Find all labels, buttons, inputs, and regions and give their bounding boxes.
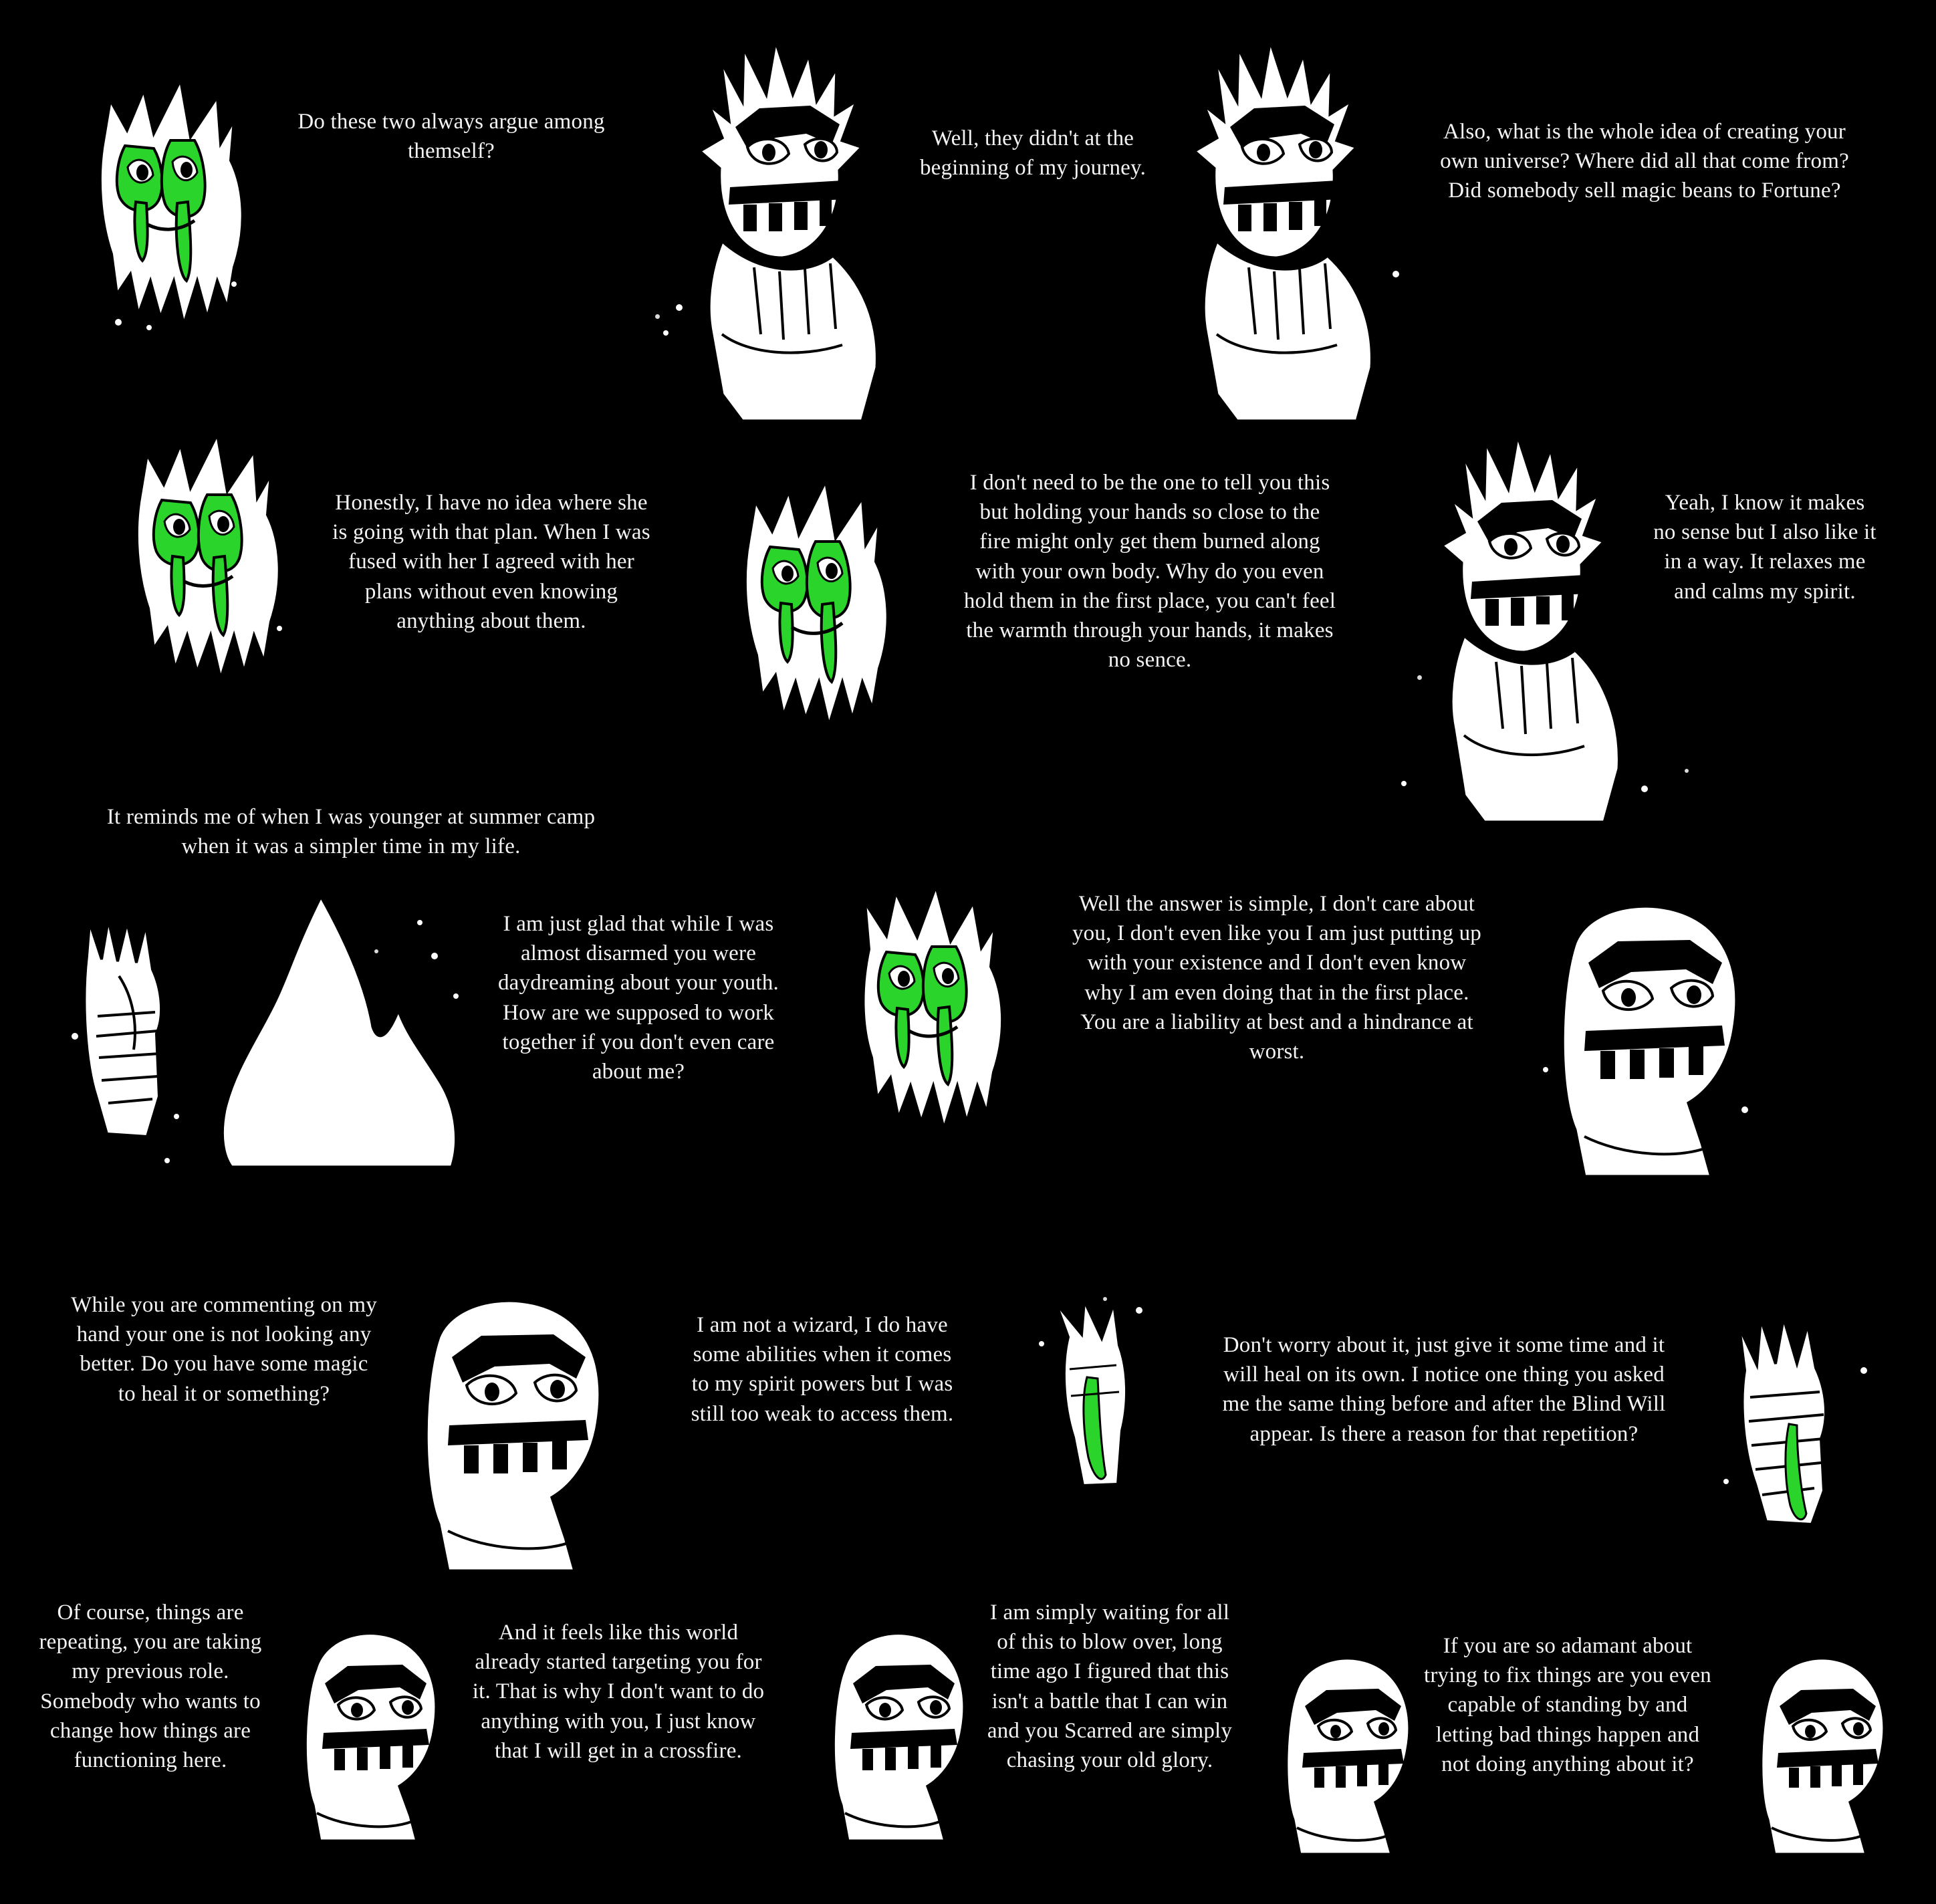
speech-bubble-13: Of course, things are repeating, you are taking my previous role. Somebody who wants to change how things are functioning here.: [39, 1600, 262, 1773]
figure-hooded-masked-small-2: [802, 1604, 983, 1845]
figure-hooded-masked-small-4: [1731, 1631, 1899, 1859]
figure-crown-masked-3: [1384, 414, 1665, 829]
speech-bubble-7: It reminds me of when I was younger at summer camp when it was a simpler time in my life.: [106, 805, 596, 859]
speech-bubble-12: Don't worry about it, just give it some time and it will heal on its own. I notice one thing you asked me the same thing before and after the Blind Will appear. Is there a reason for that repetition?: [1222, 1333, 1666, 1446]
figure-crown-masked-left: [642, 20, 923, 428]
speck: [655, 314, 660, 319]
speech-bubble-3: Also, what is the whole idea of creating your own universe? Where did all that come from? Did somebody sell magic beans to Fortune?: [1440, 120, 1849, 203]
speech-bubble-9: Well the answer is simple, I don't care about you, I don't even like you I am just putting up with your existence and I don't even know why I am even doing that in the first place. You are a liability at best and a hindrance at worst.: [1072, 892, 1482, 1064]
figure-crown-masked-right: [1136, 20, 1417, 428]
speech-bubble-11: I am not a wizard, I do have some abilities when it comes to my spirit powers but I was still too weak to access them.: [691, 1313, 954, 1426]
speck: [374, 949, 378, 953]
speech-bubble-5: I don't need to be the one to tell you this but holding your hands so close to the fire might only get them burned along with your own body. Why do you even hold them in the first place, you can't feel the warmth through your hands, it makes no sence.: [963, 471, 1336, 673]
figure-hooded-masked-small-3: [1257, 1631, 1424, 1859]
figure-green-masked-head-3: [709, 461, 943, 755]
figure-green-masked-head-2: [100, 414, 334, 709]
speech-bubble-16: If you are so adamant about trying to fix things are you even capable of standing by and letting bad things happen and not doing anything about it?: [1424, 1634, 1712, 1776]
speck: [1685, 769, 1689, 773]
figure-green-masked-head: [64, 60, 297, 348]
figure-hand-over-fire: [67, 896, 201, 1177]
speech-bubble-14: And it feels like this world already started targeting you for it. That is why I don't want to do anything with you, I just know that I will get in a crossfire.: [472, 1621, 765, 1763]
figure-hooded-masked-small-1: [274, 1604, 455, 1845]
speech-bubble-4: Honestly, I have no idea where she is going with that plan. When I was fused with her I agreed with her plans without even knowing anything about them.: [332, 491, 650, 633]
figure-green-masked-head-4: [822, 862, 1056, 1157]
speech-bubble-1: Do these two always argue among themself?: [297, 110, 605, 164]
figure-bandaged-hand: [1711, 1290, 1885, 1544]
speech-bubble-15: I am simply waiting for all of this to blow over, long time ago I figured that this isn't a battle that I can win and you Scarred are simply chasing your old glory.: [987, 1600, 1233, 1773]
speech-bubble-8: I am just glad that while I was almost disarmed you were daydreaming about your youth. How are we supposed to work together if you don't even care about me?: [497, 912, 779, 1084]
speech-bubble-6: Yeah, I know it makes no sense but I also like it in a way. It relaxes me and calms my spirit.: [1653, 491, 1877, 604]
speck: [1417, 675, 1422, 680]
speck: [1103, 1297, 1107, 1301]
speech-bubble-2: Well, they didn't at the beginning of my journey.: [919, 126, 1146, 181]
figure-hooded-masked-big: [1511, 862, 1765, 1183]
figure-green-dripping-claw: [1030, 1284, 1170, 1504]
speech-bubble-10: While you are commenting on my hand your one is not looking any better. Do you have some magic to heal it or something?: [71, 1293, 377, 1406]
figure-hooded-masked-2: [374, 1257, 628, 1578]
figure-flame: [194, 876, 475, 1177]
